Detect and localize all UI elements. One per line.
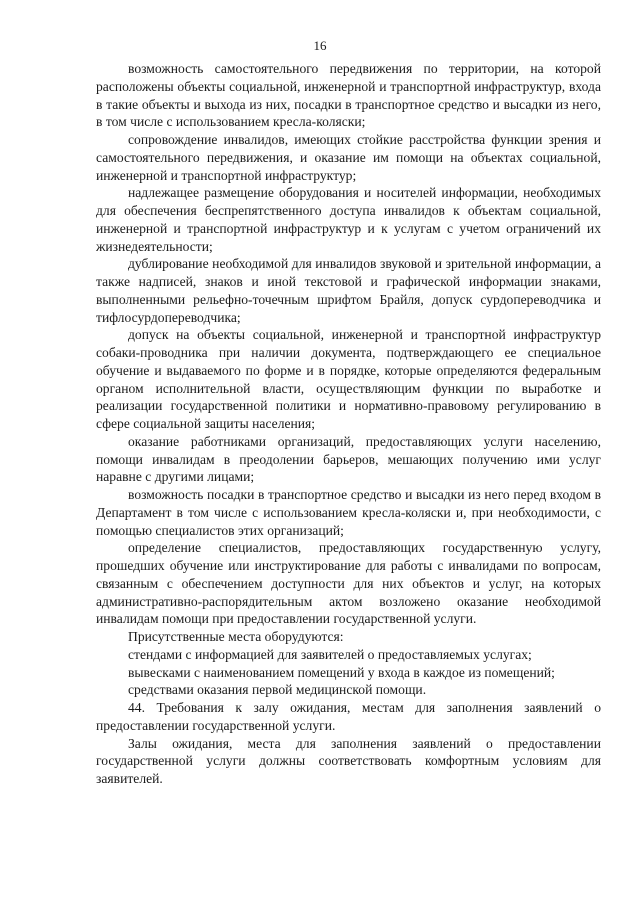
document-body [96, 60, 601, 788]
paragraph: возможность посадки в транспортное средство и высадки из него перед входом в Департамент в том числе с использованием кресла-коляски и, при необходимости, с помощью специалистов этих организаций; [96, 487, 601, 538]
paragraph: вывесками с наименованием помещений у входа в каждое из помещений; [128, 664, 555, 680]
paragraph: дублирование необходимой для инвалидов звуковой и зрительной информации, а также надписей, знаков и иной текстовой и графической информации знаками, выполненными рельефно-точечным шрифтом Брайля, допуск сурдопереводчика и тифлосурдопереводчика; [96, 256, 601, 325]
paragraph: надлежащее размещение оборудования и носителей информации, необходимых для обеспечения беспрепятственного доступа инвалидов к объектам социальной, инженерной и транспортной инфраструктур и к услугам с учетом ограничений их жизнедеятельности; [96, 185, 601, 254]
paragraph: стендами с информацией для заявителей о предоставляемых услугах; [128, 646, 532, 662]
section-heading-44: 44. Требования к залу ожидания, местам для заполнения заявлений о предоставлении государственной услуги. [96, 700, 601, 733]
paragraph: сопровождение инвалидов, имеющих стойкие расстройства функции зрения и самостоятельного передвижения, и оказание им помощи на объектах социальной, инженерной и транспортной инфраструктур; [96, 132, 601, 183]
paragraph: возможность самостоятельного передвижения по территории, на которой расположены объекты социальной, инженерной и транспортной инфраструктур, входа в такие объекты и выхода из них, посадки в транспортное средство и высадки из него, в том числе с использованием кресла-коляски; [96, 61, 601, 130]
paragraph: оказание работниками организаций, предоставляющих услуги населению, помощи инвалидам в преодолении барьеров, мешающих получению ими услуг наравне с другими лицами; [96, 433, 601, 485]
paragraph: средствами оказания первой медицинской помощи. [128, 682, 427, 698]
paragraph: определение специалистов, предоставляющих государственную услугу, прошедших обучение или инструктирование для работы с инвалидами по вопросам, связанным с обеспечением доступности для них объектов и услуг, на которых административно-распорядительным актом возложено оказание необходимой инвалидам помощи при предоставлении государственной услуги. [96, 540, 601, 627]
paragraph: Присутственные места оборудуются: [128, 629, 344, 644]
paragraph: допуск на объекты социальной, инженерной и транспортной инфраструктур собаки-проводника при наличии документа, подтверждающего ее специальное обучение и выдаваемого по форме и в порядке, которые определяются федеральным органом исполнительной власти, осуществляющим функции по выработке и реализации государственной политики и нормативно-правовому регулированию в сфере социальной защиты населения; [96, 327, 601, 431]
page-number: 16 [313, 38, 327, 53]
paragraph: Залы ожидания, места для заполнения заявлений о предоставлении государственной услуги должны соответствовать комфортным условиям для заявителей. [96, 735, 601, 786]
